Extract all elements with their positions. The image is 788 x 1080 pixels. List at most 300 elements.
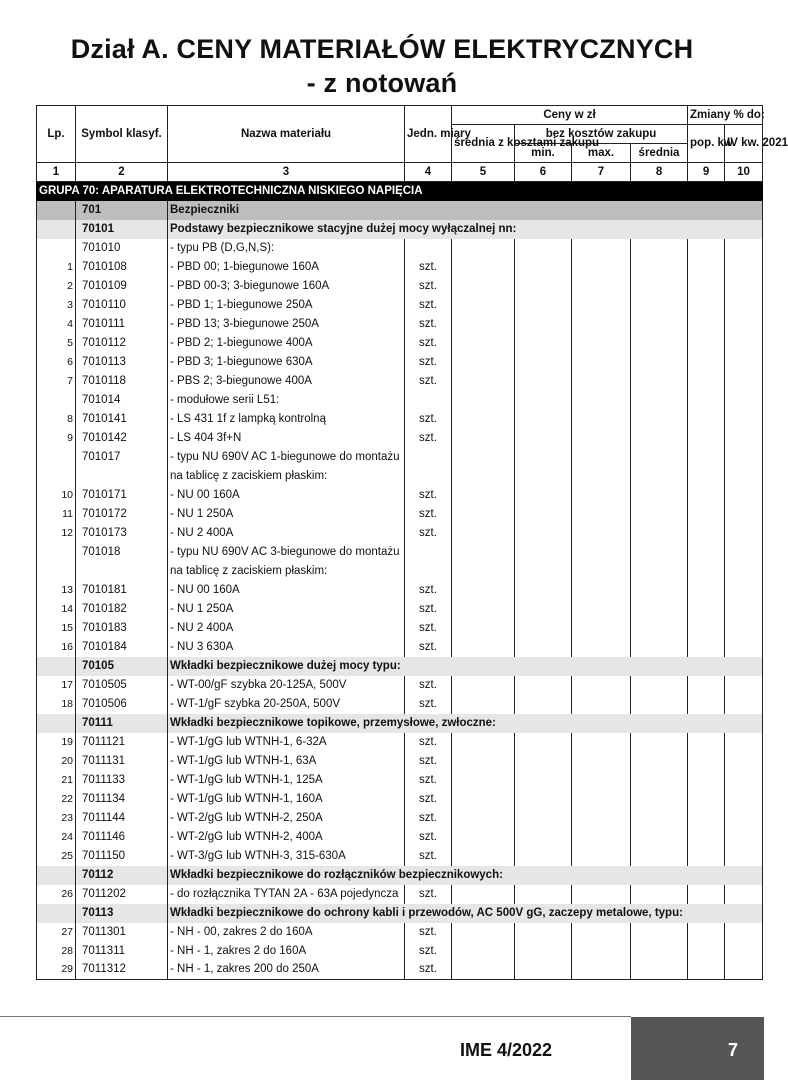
table-row (37, 239, 763, 258)
row-unit: szt. (405, 809, 452, 828)
header-ceny: Ceny w zł (452, 106, 688, 125)
row-name: - WT-2/gG lub WTNH-2, 250A (168, 809, 405, 828)
table-row (37, 562, 763, 581)
row-symbol: 7011131 (76, 752, 168, 771)
section-row (37, 866, 763, 885)
row-unit: szt. (405, 752, 452, 771)
table-row (37, 828, 763, 847)
table-row (37, 695, 763, 714)
row-value-cell (725, 505, 763, 524)
row-symbol: 7010181 (76, 581, 168, 600)
table-row (37, 410, 763, 429)
row-value-cell (572, 410, 631, 429)
row-value-cell (631, 334, 688, 353)
row-lp (37, 657, 76, 676)
row-lp: 29 (37, 961, 76, 980)
table-row (37, 600, 763, 619)
row-value-cell (725, 733, 763, 752)
row-value-cell (725, 847, 763, 866)
row-name: - NH - 1, zakres 2 do 160A (168, 942, 405, 961)
row-value-cell (452, 923, 515, 942)
row-value-cell (725, 334, 763, 353)
row-name: - WT-1/gG lub WTNH-1, 125A (168, 771, 405, 790)
row-lp: 17 (37, 676, 76, 695)
row-name: Bezpieczniki (168, 201, 763, 220)
row-value-cell (688, 581, 725, 600)
row-value-cell (725, 695, 763, 714)
row-value-cell (515, 277, 572, 296)
row-name: Podstawy bezpiecznikowe stacyjne dużej mocy wyłączalnej nn: (168, 220, 763, 239)
row-value-cell (515, 429, 572, 448)
row-symbol: 7011134 (76, 790, 168, 809)
table-row (37, 771, 763, 790)
row-value-cell (572, 429, 631, 448)
row-value-cell (515, 505, 572, 524)
row-lp: 15 (37, 619, 76, 638)
row-value-cell (452, 771, 515, 790)
row-value-cell (725, 828, 763, 847)
row-symbol: 7011150 (76, 847, 168, 866)
row-value-cell (725, 923, 763, 942)
row-symbol: 7010171 (76, 486, 168, 505)
row-name: - NU 3 630A (168, 638, 405, 657)
subgroup-row (37, 201, 763, 220)
row-value-cell (631, 885, 688, 904)
header-nazwa: Nazwa materiału (168, 106, 405, 163)
row-value-cell (631, 277, 688, 296)
table-row (37, 467, 763, 486)
row-value-cell (572, 353, 631, 372)
row-value-cell (515, 733, 572, 752)
row-value-cell (688, 315, 725, 334)
row-value-cell (631, 258, 688, 277)
row-value-cell (688, 258, 725, 277)
row-unit: szt. (405, 695, 452, 714)
row-value-cell (452, 239, 515, 258)
row-value-cell (515, 695, 572, 714)
row-value-cell (688, 809, 725, 828)
row-name: na tablicę z zaciskiem płaskim: (168, 562, 405, 581)
row-value-cell (688, 277, 725, 296)
footer-divider (0, 1016, 631, 1017)
row-value-cell (452, 828, 515, 847)
row-value-cell (725, 885, 763, 904)
row-symbol: 701018 (76, 543, 168, 562)
row-symbol: 7010505 (76, 676, 168, 695)
row-value-cell (688, 410, 725, 429)
row-value-cell (452, 429, 515, 448)
header-jedn: Jedn. miary (405, 106, 452, 163)
row-value-cell (725, 581, 763, 600)
row-value-cell (688, 600, 725, 619)
row-value-cell (452, 733, 515, 752)
row-name: na tablicę z zaciskiem płaskim: (168, 467, 405, 486)
row-value-cell (452, 790, 515, 809)
table-row (37, 942, 763, 961)
row-value-cell (515, 296, 572, 315)
row-unit: szt. (405, 581, 452, 600)
row-unit: szt. (405, 486, 452, 505)
row-value-cell (725, 562, 763, 581)
row-value-cell (631, 315, 688, 334)
row-name: - do rozłącznika TYTAN 2A - 63A pojedyncza (168, 885, 405, 904)
row-value-cell (452, 391, 515, 410)
row-symbol: 7010118 (76, 372, 168, 391)
row-value-cell (572, 467, 631, 486)
row-unit: szt. (405, 619, 452, 638)
row-name: Wkładki bezpiecznikowe do rozłączników bezpiecznikowych: (168, 866, 763, 885)
row-value-cell (631, 942, 688, 961)
row-name: - NU 2 400A (168, 524, 405, 543)
row-symbol: 7010506 (76, 695, 168, 714)
row-value-cell (725, 353, 763, 372)
row-lp: 19 (37, 733, 76, 752)
row-name: Wkładki bezpiecznikowe do ochrony kabli i przewodów, AC 500V gG, zaczepy metalowe, typu: (168, 904, 763, 923)
row-value-cell (688, 885, 725, 904)
row-value-cell (688, 923, 725, 942)
row-lp: 3 (37, 296, 76, 315)
row-name: - PBD 00-3; 3-biegunowe 160A (168, 277, 405, 296)
row-name: - WT-1/gG lub WTNH-1, 63A (168, 752, 405, 771)
row-name: - WT-1/gG lub WTNH-1, 160A (168, 790, 405, 809)
table-row (37, 486, 763, 505)
row-value-cell (515, 828, 572, 847)
row-value-cell (725, 638, 763, 657)
page-title: Dział A. CENY MATERIAŁÓW ELEKTRYCZNYCH (70, 34, 694, 64)
row-unit: szt. (405, 600, 452, 619)
header-zmiany: Zmiany % do: (688, 106, 763, 125)
table-row (37, 505, 763, 524)
row-value-cell (688, 543, 725, 562)
row-value-cell (725, 752, 763, 771)
row-unit (405, 543, 452, 562)
row-value-cell (452, 505, 515, 524)
group-header: GRUPA 70: APARATURA ELEKTROTECHNICZNA NISKIEGO NAPIĘCIA (37, 182, 763, 201)
row-lp (37, 904, 76, 923)
row-value-cell (631, 505, 688, 524)
row-value-cell (725, 543, 763, 562)
row-value-cell (631, 524, 688, 543)
row-value-cell (631, 448, 688, 467)
row-value-cell (688, 353, 725, 372)
row-value-cell (631, 467, 688, 486)
row-lp: 6 (37, 353, 76, 372)
table-row (37, 258, 763, 277)
row-value-cell (572, 695, 631, 714)
col-number: 9 (688, 163, 725, 182)
row-value-cell (515, 448, 572, 467)
row-value-cell (688, 828, 725, 847)
row-value-cell (572, 543, 631, 562)
row-value-cell (688, 391, 725, 410)
section-row (37, 904, 763, 923)
row-lp: 9 (37, 429, 76, 448)
row-value-cell (452, 600, 515, 619)
row-unit (405, 391, 452, 410)
row-lp: 21 (37, 771, 76, 790)
row-value-cell (688, 505, 725, 524)
row-lp (37, 714, 76, 733)
row-unit: szt. (405, 505, 452, 524)
col-number: 8 (631, 163, 688, 182)
row-value-cell (572, 315, 631, 334)
row-value-cell (688, 562, 725, 581)
header-max: max. (572, 144, 631, 163)
row-lp (37, 562, 76, 581)
row-value-cell (515, 961, 572, 980)
row-symbol: 7010173 (76, 524, 168, 543)
row-value-cell (725, 239, 763, 258)
row-value-cell (631, 923, 688, 942)
row-value-cell (631, 638, 688, 657)
row-name: - PBD 2; 1-biegunowe 400A (168, 334, 405, 353)
row-value-cell (572, 828, 631, 847)
row-unit: szt. (405, 410, 452, 429)
row-value-cell (631, 600, 688, 619)
row-lp: 14 (37, 600, 76, 619)
row-lp (37, 467, 76, 486)
row-symbol: 7010108 (76, 258, 168, 277)
row-value-cell (515, 486, 572, 505)
row-name: - NU 2 400A (168, 619, 405, 638)
row-symbol: 7010184 (76, 638, 168, 657)
row-value-cell (631, 429, 688, 448)
table-row (37, 619, 763, 638)
header-pop-kw: pop. kw. (688, 125, 725, 163)
row-value-cell (572, 448, 631, 467)
row-symbol: 7010182 (76, 600, 168, 619)
row-value-cell (572, 752, 631, 771)
row-lp (37, 201, 76, 220)
row-value-cell (688, 790, 725, 809)
table-row (37, 847, 763, 866)
row-value-cell (725, 372, 763, 391)
price-table (36, 105, 788, 980)
row-value-cell (688, 429, 725, 448)
row-value-cell (631, 239, 688, 258)
row-symbol: 7011133 (76, 771, 168, 790)
row-symbol: 701014 (76, 391, 168, 410)
row-unit: szt. (405, 638, 452, 657)
row-value-cell (515, 543, 572, 562)
row-value-cell (725, 771, 763, 790)
row-unit: szt. (405, 353, 452, 372)
row-symbol: 7011144 (76, 809, 168, 828)
row-value-cell (688, 524, 725, 543)
row-value-cell (725, 619, 763, 638)
row-lp: 5 (37, 334, 76, 353)
row-lp: 20 (37, 752, 76, 771)
row-lp: 4 (37, 315, 76, 334)
table-row (37, 961, 763, 980)
row-unit: szt. (405, 315, 452, 334)
row-name: - WT-1/gF szybka 20-250A, 500V (168, 695, 405, 714)
row-value-cell (725, 790, 763, 809)
row-symbol: 7010109 (76, 277, 168, 296)
row-value-cell (725, 296, 763, 315)
row-unit: szt. (405, 961, 452, 980)
row-value-cell (725, 600, 763, 619)
row-symbol: 7010113 (76, 353, 168, 372)
row-value-cell (572, 600, 631, 619)
row-value-cell (725, 315, 763, 334)
row-lp (37, 448, 76, 467)
header-srednia-z-kosztami: średnia z kosztami zakupu (452, 125, 515, 163)
row-value-cell (452, 277, 515, 296)
row-value-cell (688, 372, 725, 391)
row-value-cell (631, 296, 688, 315)
row-value-cell (725, 410, 763, 429)
row-symbol: 70111 (76, 714, 168, 733)
row-value-cell (688, 942, 725, 961)
row-value-cell (688, 771, 725, 790)
row-value-cell (452, 353, 515, 372)
row-lp: 1 (37, 258, 76, 277)
row-symbol: 7011301 (76, 923, 168, 942)
col-number: 1 (37, 163, 76, 182)
table-row (37, 885, 763, 904)
row-unit: szt. (405, 258, 452, 277)
row-unit: szt. (405, 828, 452, 847)
section-row (37, 714, 763, 733)
row-value-cell (452, 524, 515, 543)
col-number: 5 (452, 163, 515, 182)
row-lp: 16 (37, 638, 76, 657)
col-number: 10 (725, 163, 763, 182)
row-value-cell (452, 486, 515, 505)
row-unit (405, 562, 452, 581)
row-name: - WT-2/gG lub WTNH-2, 400A (168, 828, 405, 847)
row-lp: 18 (37, 695, 76, 714)
col-number: 2 (76, 163, 168, 182)
row-lp: 24 (37, 828, 76, 847)
row-value-cell (452, 619, 515, 638)
row-value-cell (688, 676, 725, 695)
row-value-cell (515, 619, 572, 638)
row-symbol: 70112 (76, 866, 168, 885)
row-value-cell (631, 410, 688, 429)
row-unit: szt. (405, 334, 452, 353)
row-name: - modułowe serii L51: (168, 391, 405, 410)
row-value-cell (572, 809, 631, 828)
row-value-cell (631, 562, 688, 581)
header-bez-kosztow: bez kosztów zakupu (515, 125, 688, 144)
row-value-cell (572, 638, 631, 657)
row-value-cell (572, 372, 631, 391)
row-value-cell (688, 467, 725, 486)
row-value-cell (572, 581, 631, 600)
row-value-cell (515, 372, 572, 391)
row-value-cell (572, 942, 631, 961)
row-symbol: 70101 (76, 220, 168, 239)
row-value-cell (515, 581, 572, 600)
row-value-cell (688, 486, 725, 505)
row-value-cell (515, 467, 572, 486)
row-unit: szt. (405, 733, 452, 752)
row-value-cell (515, 334, 572, 353)
row-value-cell (725, 391, 763, 410)
row-value-cell (515, 752, 572, 771)
row-value-cell (515, 315, 572, 334)
row-lp (37, 543, 76, 562)
row-lp (37, 866, 76, 885)
row-value-cell (631, 961, 688, 980)
row-value-cell (515, 562, 572, 581)
row-value-cell (515, 885, 572, 904)
row-value-cell (452, 410, 515, 429)
header-min: min. (515, 144, 572, 163)
row-value-cell (725, 961, 763, 980)
row-value-cell (515, 391, 572, 410)
col-number: 7 (572, 163, 631, 182)
row-name: - NH - 00, zakres 2 do 160A (168, 923, 405, 942)
row-value-cell (515, 942, 572, 961)
row-value-cell (725, 809, 763, 828)
row-name: Wkładki bezpiecznikowe dużej mocy typu: (168, 657, 763, 676)
row-name: - NH - 1, zakres 200 do 250A (168, 961, 405, 980)
row-value-cell (688, 961, 725, 980)
row-symbol: 70105 (76, 657, 168, 676)
row-symbol: 7010172 (76, 505, 168, 524)
row-name: - WT-00/gF szybka 20-125A, 500V (168, 676, 405, 695)
row-value-cell (572, 524, 631, 543)
row-value-cell (515, 923, 572, 942)
row-value-cell (688, 239, 725, 258)
table-row (37, 581, 763, 600)
table-row (37, 790, 763, 809)
row-name: - typu PB (D,G,N,S): (168, 239, 405, 258)
row-name: - NU 1 250A (168, 600, 405, 619)
row-value-cell (515, 258, 572, 277)
page-number: 7 (727, 1040, 738, 1060)
row-unit (405, 239, 452, 258)
section-row (37, 220, 763, 239)
row-value-cell (725, 429, 763, 448)
row-value-cell (452, 752, 515, 771)
row-unit: szt. (405, 923, 452, 942)
header-srednia: średnia (631, 144, 688, 163)
row-value-cell (572, 961, 631, 980)
table-row (37, 334, 763, 353)
row-lp: 11 (37, 505, 76, 524)
row-symbol: 701 (76, 201, 168, 220)
header-lp: Lp. (37, 106, 76, 163)
row-symbol: 7010141 (76, 410, 168, 429)
row-name: - LS 404 3f+N (168, 429, 405, 448)
row-value-cell (572, 923, 631, 942)
row-unit: szt. (405, 885, 452, 904)
row-value-cell (452, 372, 515, 391)
table-row (37, 277, 763, 296)
row-unit: szt. (405, 676, 452, 695)
row-value-cell (572, 771, 631, 790)
row-value-cell (452, 543, 515, 562)
row-value-cell (452, 695, 515, 714)
row-name: - PBS 2; 3-biegunowe 400A (168, 372, 405, 391)
row-unit: szt. (405, 942, 452, 961)
row-value-cell (515, 790, 572, 809)
row-unit: szt. (405, 524, 452, 543)
row-value-cell (631, 391, 688, 410)
row-symbol: 7011312 (76, 961, 168, 980)
table-row (37, 296, 763, 315)
row-value-cell (515, 847, 572, 866)
row-value-cell (572, 619, 631, 638)
table-row (37, 923, 763, 942)
row-unit: szt. (405, 372, 452, 391)
row-value-cell (515, 771, 572, 790)
row-value-cell (688, 334, 725, 353)
